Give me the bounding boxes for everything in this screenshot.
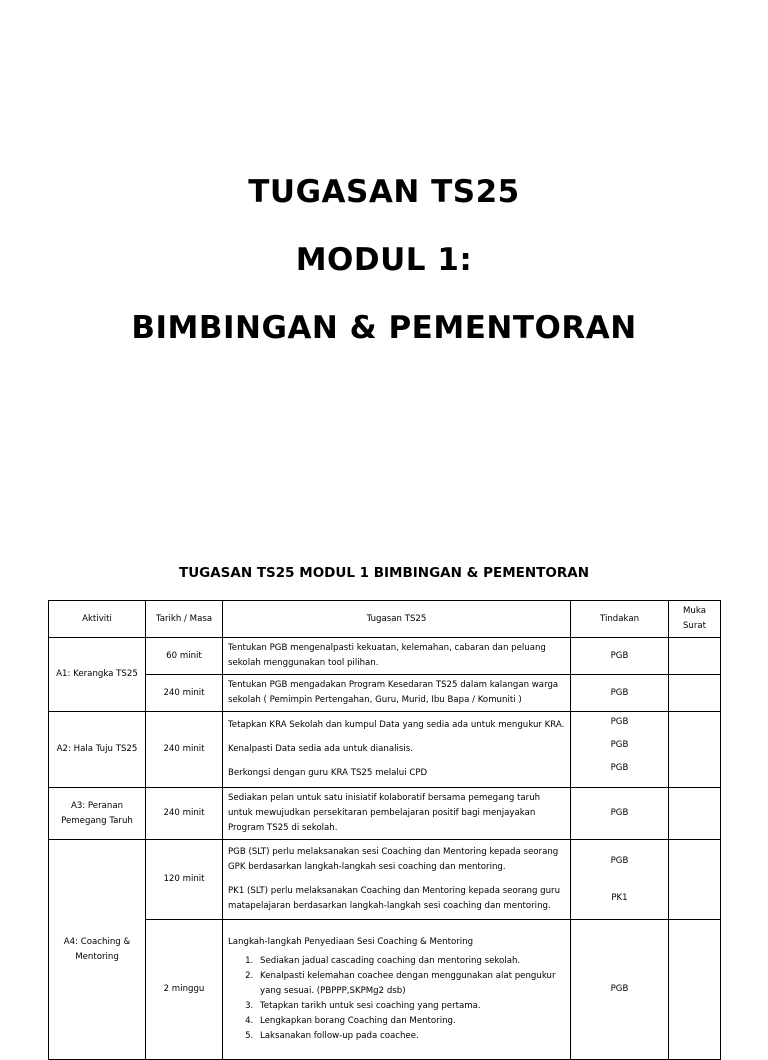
header-tarikh-masa: Tarikh / Masa (146, 601, 223, 638)
header-muka-surat: Muka Surat (669, 601, 721, 638)
muka-surat-cell (669, 675, 721, 712)
header-tindakan: Tindakan (571, 601, 669, 638)
tindakan-cell: PGB (571, 920, 669, 1060)
tindakan-line: PGB (610, 763, 629, 773)
tugasan-cell (223, 840, 571, 920)
tugasan-line: PK1 (SLT) perlu melaksanakan Coaching dan Mentoring kepada seorang guru matapelajaran berdasarkan langkah-langkah sesi coaching dan mentoring. (228, 886, 561, 911)
tugasan-cell (223, 712, 571, 788)
masa-cell: 240 minit (146, 675, 223, 712)
aktiviti-cell: A3: Peranan Pemegang Taruh (49, 788, 146, 840)
tugasan-cell: Sediakan pelan untuk satu inisiatif kolaboratif bersama pemegang taruh untuk mewujudkan persekitaran pembelajaran positif bagi menjayakan Program TS25 di sekolah. (223, 788, 571, 840)
tugasan-line: Berkongsi dengan guru KRA TS25 melalui CPD (228, 768, 428, 778)
tugasan-cell: Tentukan PGB mengenalpasti kekuatan, kelemahan, cabaran dan peluang sekolah menggunakan tool pilihan. (223, 638, 571, 675)
cover-title (0, 158, 768, 362)
tugasan-cell: Tentukan PGB mengadakan Program Kesedaran TS25 dalam kalangan warga sekolah ( Pemimpin Pertengahan, Guru, Murid, Ibu Bapa / Komuniti ) (223, 675, 571, 712)
masa-cell: 240 minit (146, 788, 223, 840)
tugasan-intro: Langkah-langkah Penyediaan Sesi Coaching & Mentoring (228, 937, 474, 947)
cover-title-line-2: MODUL 1: (295, 242, 473, 278)
aktiviti-cell: A2: Hala Tuju TS25 (49, 712, 146, 788)
header-tugasan: Tugasan TS25 (223, 601, 571, 638)
tugasan-table (48, 600, 721, 1060)
list-item: 4. Lengkapkan borang Coaching dan Mentoring. (256, 1014, 565, 1029)
steps-list (228, 954, 565, 1044)
tindakan-line: PK1 (611, 892, 628, 903)
masa-cell: 2 minggu (146, 920, 223, 1060)
list-item: 1. Sediakan jadual cascading coaching dan mentoring sekolah. (256, 954, 565, 969)
table-row (49, 675, 721, 712)
table-row (49, 920, 721, 1060)
muka-surat-cell (669, 840, 721, 920)
list-item: 3. Tetapkan tarikh untuk sesi coaching yang pertama. (256, 999, 565, 1014)
tugasan-line: Tetapkan KRA Sekolah dan kumpul Data yang sedia ada untuk mengukur KRA. (228, 720, 565, 730)
muka-surat-cell (669, 638, 721, 675)
muka-surat-cell (669, 788, 721, 840)
tindakan-cell: PGB (571, 675, 669, 712)
tindakan-cell: PGB (571, 638, 669, 675)
cover-title-line-3: BIMBINGAN & PEMENTORAN (131, 310, 637, 346)
tindakan-line: PGB (610, 717, 629, 727)
masa-cell: 240 minit (146, 712, 223, 788)
masa-cell: 60 minit (146, 638, 223, 675)
table-row (49, 840, 721, 920)
tindakan-cell (571, 712, 669, 788)
table-row (49, 712, 721, 788)
list-item: 2. Kenalpasti kelemahan coachee dengan menggunakan alat pengukur yang sesuai. (PBPPP,SKPMg2 dsb) (256, 969, 565, 999)
muka-surat-cell (669, 920, 721, 1060)
tindakan-cell: PGB (571, 788, 669, 840)
table-row (49, 788, 721, 840)
header-aktiviti: Aktiviti (49, 601, 146, 638)
tugasan-cell (223, 920, 571, 1060)
table-title: TUGASAN TS25 MODUL 1 BIMBINGAN & PEMENTORAN (178, 565, 590, 581)
list-item: 5. Laksanakan follow-up pada coachee. (256, 1029, 565, 1044)
tugasan-line: PGB (SLT) perlu melaksanakan sesi Coaching dan Mentoring kepada seorang GPK berdasarkan langkah-langkah sesi coaching dan mentoring. (228, 847, 559, 872)
tindakan-cell (571, 840, 669, 920)
table-row (49, 638, 721, 675)
muka-surat-cell (669, 712, 721, 788)
cover-title-line-1: TUGASAN TS25 (248, 174, 520, 210)
tindakan-line: PGB (610, 740, 629, 750)
tindakan-line: PGB (610, 855, 629, 866)
aktiviti-cell: A4: Coaching & Mentoring (49, 840, 146, 1060)
tugasan-line: Kenalpasti Data sedia ada untuk dianalisis. (228, 744, 413, 754)
masa-cell: 120 minit (146, 840, 223, 920)
table-header-row (49, 601, 721, 638)
aktiviti-cell: A1: Kerangka TS25 (49, 638, 146, 712)
